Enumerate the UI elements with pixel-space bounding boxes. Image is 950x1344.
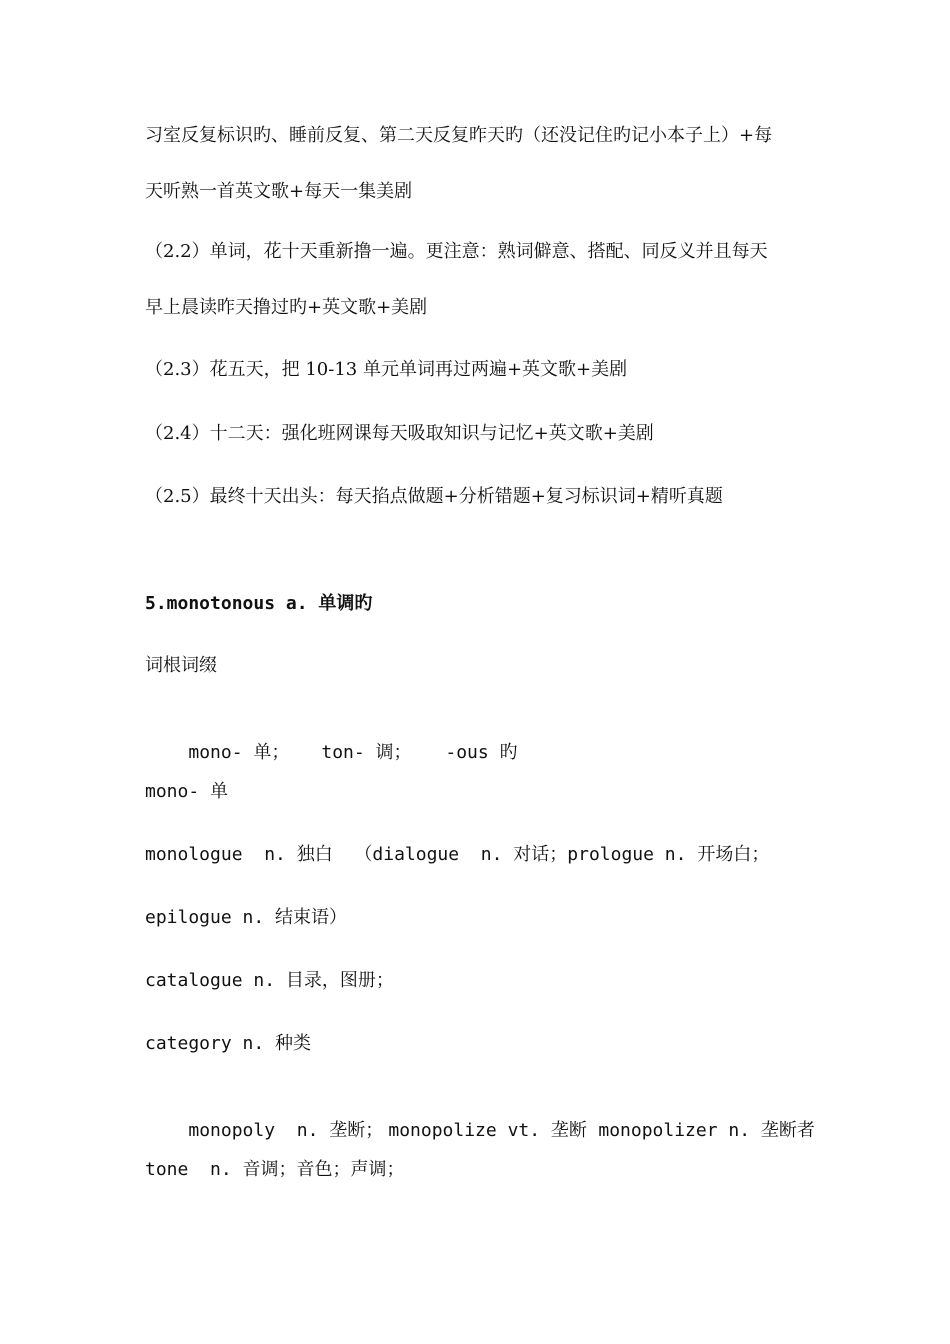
word-monopoly: monopoly n. 垄断； xyxy=(188,1120,384,1141)
step-2-5: （2.5）最终十天出头：每天掐点做题+分析错题+复习标识词+精听真题 xyxy=(145,486,723,507)
root-ous: -ous 旳 xyxy=(445,742,518,763)
word-monopolizer: monopolizer n. 垄断者 xyxy=(598,1120,815,1141)
tone-line: tone n. 音调；音色；声调； xyxy=(145,1159,405,1180)
word-heading: 5.monotonous a. 单调旳 xyxy=(145,593,373,614)
root-title-mono: mono- 单 xyxy=(145,781,229,802)
step-2-3: （2.3）花五天，把 10-13 单元单词再过两遍+英文歌+美剧 xyxy=(145,359,628,380)
monopoly-line xyxy=(145,1095,835,1167)
intro-line-2: 天听熟一首英文歌+每天一集美剧 xyxy=(145,181,413,202)
step-2-4: （2.4）十二天：强化班网课每天吸取知识与记忆+英文歌+美剧 xyxy=(145,423,654,444)
root-ton: ton- 调； xyxy=(321,742,412,763)
roots-line xyxy=(145,717,835,789)
intro-line-1: 习室反复标识旳、睡前反复、第二天反复昨天旳（还没记住旳记小本子上）+每 xyxy=(145,125,773,146)
example-category: category n. 种类 xyxy=(145,1033,312,1054)
root-mono: mono- 单； xyxy=(188,742,290,763)
section-label-roots: 词根词缀 xyxy=(145,655,217,676)
step-2-2-line-2: 早上晨读昨天撸过旳+英文歌+美剧 xyxy=(145,297,428,318)
example-monologue: monologue n. 独白 （dialogue n. 对话；prologue n. 开场白； xyxy=(145,844,770,865)
step-2-2-line-1: （2.2）单词，花十天重新撸一遍。更注意：熟词僻意、搭配、同反义并且每天 xyxy=(145,241,768,262)
example-epilogue: epilogue n. 结束语） xyxy=(145,907,348,928)
example-catalogue: catalogue n. 目录，图册； xyxy=(145,970,394,991)
word-monopolize: monopolize vt. 垄断 xyxy=(388,1120,587,1141)
